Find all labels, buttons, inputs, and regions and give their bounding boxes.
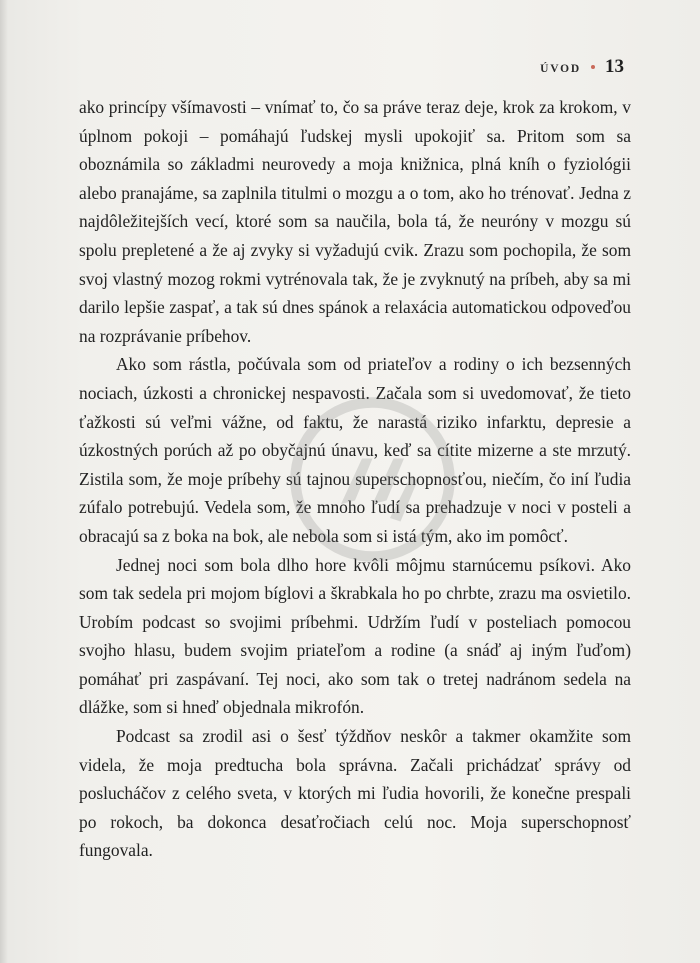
header-dot <box>591 65 595 69</box>
page-number: 13 <box>605 56 624 77</box>
page-gutter-shadow <box>0 0 8 963</box>
paragraph: Ako som rástla, počúvala som od priateľov a rodiny o ich bezsenných nociach, úzkosti a chronickej nespavosti. Začala som si uvedomovať, že tieto ťažkosti sú veľmi vážne, od faktu, že narastá riziko infarktu, depresie a úzkostných porúch až po obyčajnú únavu, keď sa cítite mizerne a ste mrzutý. Zistila som, že moje príbehy sú tajnou superschopnosťou, niečím, čo iní ľudia zúfalo potrebujú. Vedela som, že mnoho ľudí sa prehadzuje v noci v posteli a obracajú sa z boka na bok, ale nebola som si istá tým, ako im pomôcť. <box>79 354 631 546</box>
paragraph: Jednej noci som bola dlho hore kvôli môjmu starnúcemu psíkovi. Ako som tak sedela pri mojom bíglovi a škrabkala ho po chrbte, zrazu ma osvietilo. Urobím podcast so svojimi príbehmi. Udržím ľudí v posteliach pomocou svojho hlasu, budem svojim priateľom a rodine (a snáď aj iným ľuďom) pomáhať pri zaspávaní. Tej noci, ako som tak o tretej nadránom sedela na dlážke, som si hneď objednala mikrofón. <box>79 554 631 718</box>
section-label: ÚVOD <box>540 63 581 75</box>
paragraph: ako princípy všímavosti – vnímať to, čo sa práve teraz deje, krok za krokom, v úplnom pokoji – pomáhajú ľudskej mysli upokojiť sa. Pritom som sa oboznámila so základmi neurovedy a moja knižnica, plná kníh o fyziológii alebo pranajáme, sa zaplnila titulmi o mozgu a o tom, ako ho trénovať. Jedna z najdôležitejších vecí, ktoré som sa naučila, bola tá, že neuróny v mozgu sú spolu prepletené a že aj zvyky si vyžadujú cvik. Zrazu som pochopila, že som svoj vlastný mozog rokmi vytrénovala tak, že je zvyknutý na príbeh, aby sa mi darilo lepšie zaspať, a tak sú dnes spánok a relaxácia automatickou odpoveďou na rozprávanie príbehov. <box>79 97 631 346</box>
running-head <box>540 56 624 78</box>
paragraph: Podcast sa zrodil asi o šesť týždňov neskôr a takmer okamžite som videla, že moja predtucha bola správna. Začali prichádzať správy od poslucháčov z celého sveta, v ktorých mi ľudia hovorili, že konečne prespali po rokoch, ba dokonca desaťročiach celú noc. Moja superschopnosť fungovala. <box>79 726 631 861</box>
body-text <box>79 93 631 865</box>
